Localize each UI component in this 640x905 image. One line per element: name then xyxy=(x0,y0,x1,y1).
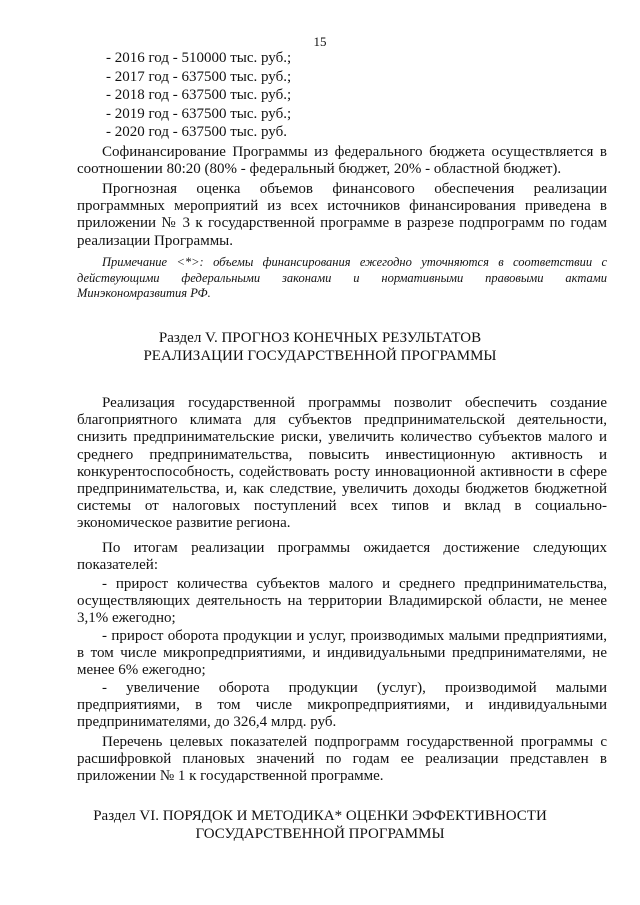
section-6-heading-line-2: ГОСУДАРСТВЕННОЙ ПРОГРАММЫ xyxy=(195,825,445,842)
section-5-heading-line-2: РЕАЛИЗАЦИИ ГОСУДАРСТВЕННОЙ ПРОГРАММЫ xyxy=(143,347,497,364)
page-number: 15 xyxy=(313,34,327,49)
indicator-item-2: - прирост оборота продукции и услуг, производимых малыми предприятиями, в том числе микропредприятиями, и индивидуальными предпринимателями, не менее 6% ежегодно; xyxy=(77,628,607,679)
funding-by-year-list xyxy=(106,49,291,142)
section-5-paragraph-1: Реализация государственной программы позволит обеспечить создание благоприятного климата для субъектов предпринимательской деятельности, снизить предпринимательские риски, увеличить количество субъектов малого и среднего предпринимательства, повысить инвестиционную активность и конкурентоспособность, содействовать росту инновационной активности в сфере предпринимательства, и, как следствие, увеличить доходы бюджетов бюджетной системы от налоговых поступлений всех типов и вклад в социально-экономическое развитие региона. xyxy=(77,395,607,532)
list-item: - 2018 год - 637500 тыс. руб.; xyxy=(106,87,292,104)
list-item: - 2019 год - 637500 тыс. руб.; xyxy=(106,105,292,122)
indicator-item-3: - увеличение оборота продукции (услуг), производимой малыми предприятиями, в том числе микропредприятиями, и индивидуальными предпринимателями, до 326,4 млрд. руб. xyxy=(77,680,607,731)
indicator-item-1: - прирост количества субъектов малого и среднего предпринимательства, осуществляющих деятельность на территории Владимирской области, не менее 3,1% ежегодно; xyxy=(77,576,607,627)
section-5-heading xyxy=(0,330,640,365)
section-6-heading xyxy=(0,808,640,843)
section-5-paragraph-2: По итогам реализации программы ожидается достижение следующих показателей: xyxy=(77,540,607,574)
section-6-heading-line-1: Раздел VI. ПОРЯДОК И МЕТОДИКА* ОЦЕНКИ ЭФФЕКТИВНОСТИ xyxy=(93,808,547,824)
section-5-paragraph-3: Перечень целевых показателей подпрограмм государственной программы с расшифровкой плановых значений по годам ее реализации представлен в приложении № 1 к государственной программе. xyxy=(77,734,607,785)
list-item: - 2017 год - 637500 тыс. руб.; xyxy=(106,68,292,85)
list-item: - 2020 год - 637500 тыс. руб. xyxy=(106,124,287,141)
section-5-heading-line-1: Раздел V. ПРОГНОЗ КОНЕЧНЫХ РЕЗУЛЬТАТОВ xyxy=(158,330,482,346)
note-paragraph: Примечание <*>: объемы финансирования ежегодно уточняются в соответствии с действующими федеральными законами и нормативными правовыми актами Минэкономразвития РФ. xyxy=(77,255,607,300)
list-item: - 2016 год - 510000 тыс. руб.; xyxy=(106,50,292,66)
cofinancing-paragraph: Софинансирование Программы из федерального бюджета осуществляется в соотношении 80:20 (80% - федеральный бюджет, 20% - областной бюджет). xyxy=(77,144,607,178)
forecast-estimate-paragraph: Прогнозная оценка объемов финансового обеспечения реализации программных мероприятий из всех источников финансирования приведена в приложении № 3 к государственной программе в разрезе подпрограмм по годам реализации Программы. xyxy=(77,181,607,249)
